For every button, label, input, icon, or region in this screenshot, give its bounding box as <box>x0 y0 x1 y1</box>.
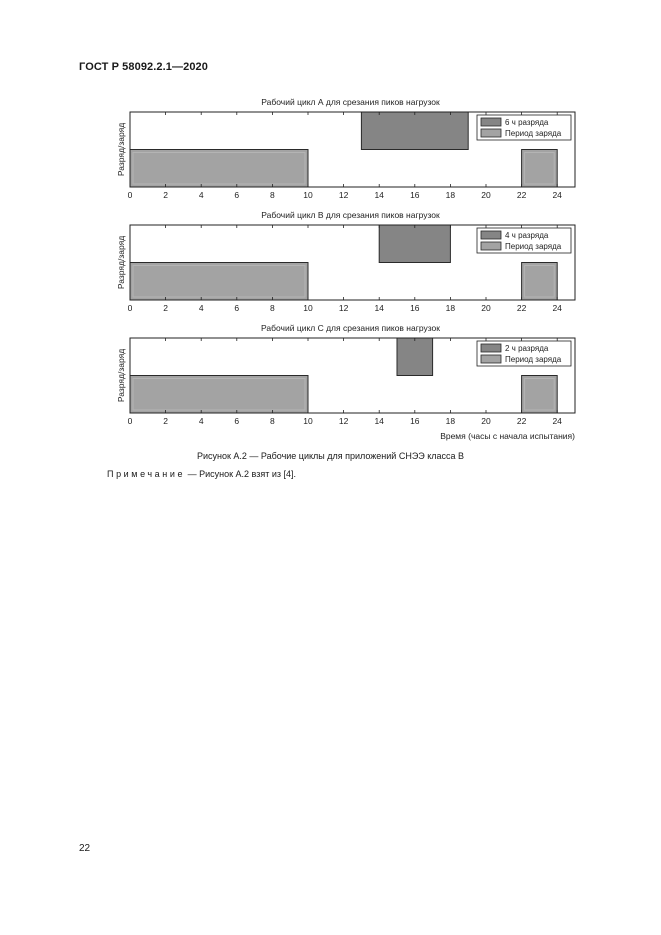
note <box>107 469 296 479</box>
legend-swatch <box>481 231 501 239</box>
y-axis-label: Разряд/заряд <box>116 122 126 177</box>
figure-caption: Рисунок А.2 — Рабочие циклы для приложений СНЭЭ класса В <box>196 451 465 461</box>
y-axis-label: Разряд/заряд <box>116 348 126 403</box>
bar-charge-1 <box>130 150 308 188</box>
x-tick-label: 24 <box>552 303 562 313</box>
x-tick-label: 14 <box>374 303 384 313</box>
bar-charge-1 <box>130 376 308 414</box>
x-tick-label: 0 <box>127 416 133 426</box>
x-tick-label: 8 <box>270 416 275 426</box>
note-label: Примечание <box>107 469 186 479</box>
x-tick-label: 10 <box>303 416 313 426</box>
legend-swatch <box>481 242 501 250</box>
x-tick-label: 24 <box>552 190 562 200</box>
chart-3 <box>0 318 661 453</box>
x-tick-label: 20 <box>481 416 491 426</box>
x-tick-label: 6 <box>234 416 240 426</box>
x-tick-label: 10 <box>303 190 313 200</box>
x-tick-label: 4 <box>198 303 204 313</box>
x-tick-label: 10 <box>303 303 313 313</box>
x-tick-label: 20 <box>481 303 491 313</box>
x-tick-label: 12 <box>338 190 349 200</box>
x-tick-label: 24 <box>552 416 562 426</box>
legend-swatch <box>481 344 501 352</box>
x-tick-label: 22 <box>516 303 527 313</box>
x-tick-label: 14 <box>374 416 384 426</box>
x-tick-label: 22 <box>516 416 527 426</box>
x-tick-label: 6 <box>234 190 240 200</box>
x-tick-label: 4 <box>198 190 204 200</box>
bar-discharge-1 <box>361 112 468 150</box>
legend-swatch <box>481 118 501 126</box>
x-tick-label: 12 <box>338 303 349 313</box>
bar-charge-2 <box>522 263 558 301</box>
document-header: ГОСТ Р 58092.2.1—2020 <box>79 61 208 73</box>
bar-charge-1 <box>130 263 308 301</box>
y-axis-label: Разряд/заряд <box>116 235 126 290</box>
legend-label: Период заряда <box>505 355 562 364</box>
x-tick-label: 16 <box>410 190 420 200</box>
x-tick-label: 18 <box>445 303 456 313</box>
legend-label: Период заряда <box>505 129 562 138</box>
x-tick-label: 8 <box>270 190 275 200</box>
legend-label: 2 ч разряда <box>505 344 549 353</box>
x-tick-label: 16 <box>410 416 420 426</box>
x-tick-label: 8 <box>270 303 275 313</box>
page-number: 22 <box>79 843 91 854</box>
note-text: — Рисунок А.2 взят из [4]. <box>185 469 297 479</box>
figure-charts <box>0 0 661 450</box>
x-tick-label: 0 <box>127 303 133 313</box>
bar-discharge-1 <box>397 338 433 376</box>
legend-swatch <box>481 355 501 363</box>
bar-charge-2 <box>522 150 558 188</box>
legend-label: 6 ч разряда <box>505 118 549 127</box>
x-tick-label: 0 <box>127 190 133 200</box>
chart-title: Рабочий цикл А для срезания пиков нагрузок <box>261 97 440 107</box>
legend-swatch <box>481 129 501 137</box>
legend-label: 4 ч разряда <box>505 231 549 240</box>
bar-discharge-1 <box>379 225 450 263</box>
chart-title: Рабочий цикл С для срезания пиков нагрузок <box>261 323 440 333</box>
x-tick-label: 6 <box>234 303 240 313</box>
x-tick-label: 12 <box>338 416 349 426</box>
legend-label: Период заряда <box>505 242 562 251</box>
bar-charge-2 <box>522 376 558 414</box>
x-axis-label: Время (часы с начала испытания) <box>440 431 575 441</box>
x-tick-label: 16 <box>410 303 420 313</box>
x-tick-label: 20 <box>481 190 491 200</box>
x-tick-label: 4 <box>198 416 204 426</box>
x-tick-label: 22 <box>516 190 527 200</box>
x-tick-label: 14 <box>374 190 384 200</box>
x-tick-label: 2 <box>163 303 168 313</box>
x-tick-label: 18 <box>445 416 456 426</box>
chart-title: Рабочий цикл В для срезания пиков нагрузок <box>261 210 440 220</box>
x-tick-label: 2 <box>163 416 168 426</box>
x-tick-label: 2 <box>163 190 168 200</box>
x-tick-label: 18 <box>445 190 456 200</box>
